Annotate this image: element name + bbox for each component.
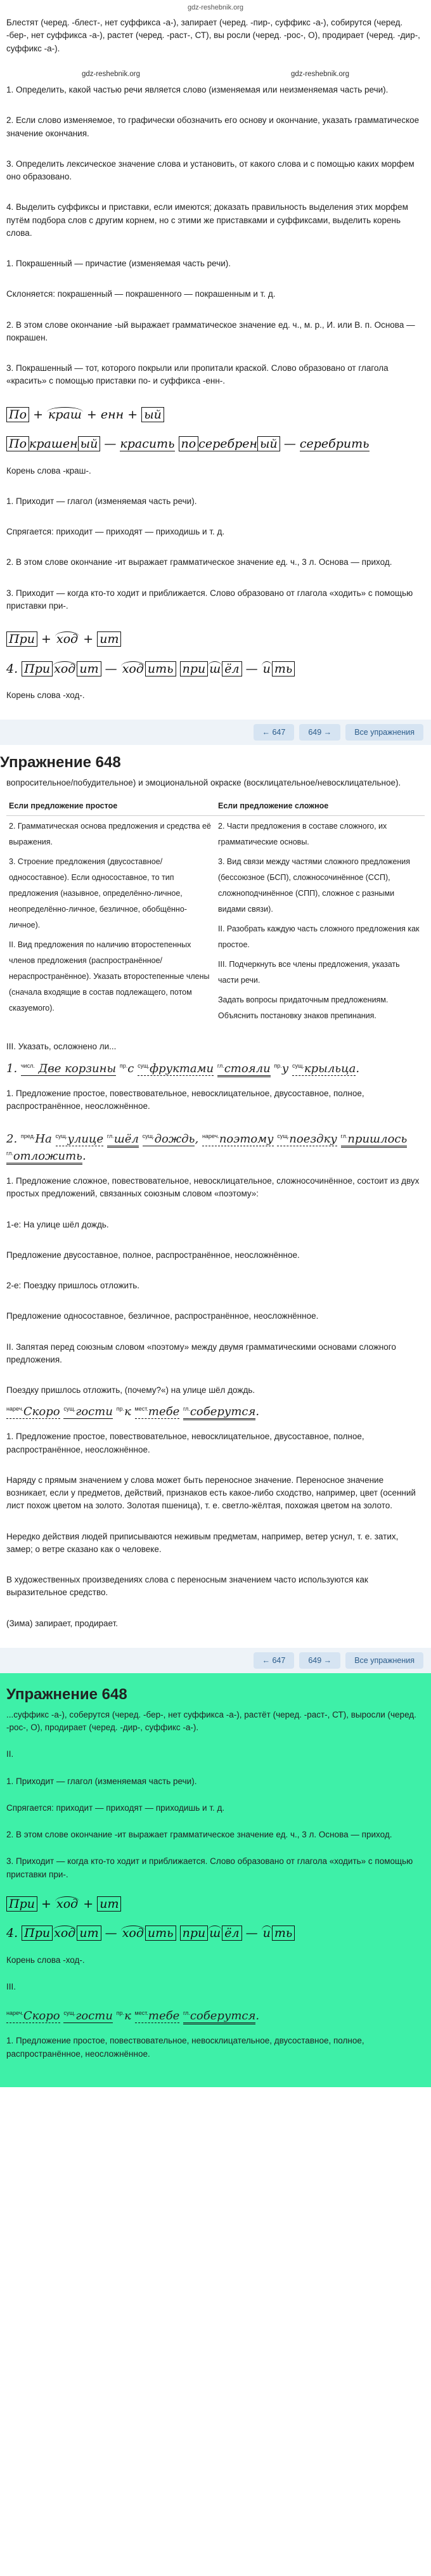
ending: ёл xyxy=(222,661,241,676)
word2-line: 1. Приходит — глагол (изменяемая часть речи). xyxy=(6,496,197,506)
pos-tag: нареч. xyxy=(6,1406,23,1413)
plus: + xyxy=(127,407,138,422)
sentence-2 xyxy=(6,1130,425,1165)
section-title: Упражнение 648 xyxy=(0,754,121,772)
root: и xyxy=(262,1926,271,1941)
part3-line: Спрягается: приходит — приходят — приходишь и т. д. xyxy=(6,1803,225,1813)
punct: . xyxy=(356,1061,360,1075)
stem: крашен xyxy=(29,437,78,451)
pos-tag: сущ. xyxy=(138,1062,150,1069)
word: серебрить xyxy=(299,437,370,451)
word: отложить xyxy=(13,1149,82,1163)
word: фруктами xyxy=(150,1061,214,1075)
col-complex xyxy=(216,816,425,1031)
plus: + xyxy=(83,1896,94,1911)
prefix: По xyxy=(6,436,29,451)
prev-exercise-button[interactable]: ← 647 xyxy=(254,724,295,741)
s3-analysis: Наряду с прямым значением у слова может быть переносное значение. Переносное значение возникает, если у предметов, действий, признаков есть какое-либо сходство, например, цвет (осенний лист похож цветом на золото. Золотая пшеница), т. е. светло-жёлтая, похожая цветом на золото. xyxy=(6,1475,416,1511)
number: 2. xyxy=(6,1132,18,1146)
word1-line: 1. Покрашенный — причастие (изменяемая часть речи). xyxy=(6,259,231,268)
root: ход xyxy=(122,661,144,676)
pos-tag: сущ. xyxy=(142,1133,155,1139)
ending: ит xyxy=(97,631,121,647)
root: ход xyxy=(56,1896,79,1911)
dash: — xyxy=(105,661,117,676)
prefix: При xyxy=(6,631,37,647)
plus: + xyxy=(41,632,51,646)
next-exercise-button[interactable]: 649 → xyxy=(299,724,340,741)
cell-text: II. Разобрать каждую часть сложного предложения как простое. xyxy=(218,924,420,950)
cell-text: III. Подчеркнуть все члены предложения, указать части речи. xyxy=(218,960,400,985)
part3-line: 2. В этом слове окончание -ит выражает грамматическое значение ед. ч., 3 л. Основа — приход. xyxy=(6,1830,392,1839)
s3-analysis: (Зима) запирает, продирает. xyxy=(6,1618,119,1628)
dash: — xyxy=(105,1926,117,1941)
morpheme-scheme-1 xyxy=(6,406,425,424)
watermark: gdz-reshebnik.org xyxy=(290,70,350,78)
pos-tag: мест. xyxy=(134,1406,148,1413)
exercise-nav-2 xyxy=(0,1648,431,1673)
cell-text: 2. Грамматическая основа предложения и средства её выражения. xyxy=(9,822,211,847)
col-simple xyxy=(6,816,216,1031)
word: к xyxy=(124,2009,131,2023)
pos-tag: пр. xyxy=(116,2010,125,2017)
ending: ить xyxy=(145,1926,176,1941)
morpheme-scheme-2 xyxy=(6,435,425,453)
pos-tag: гл. xyxy=(6,1150,13,1156)
s3-analysis: 1. Предложение простое, повествовательное, невосклицательное, двусоставное, полное, распространённое, неосложнённое. xyxy=(6,1432,364,1454)
word: гости xyxy=(75,2009,113,2023)
word: улице xyxy=(67,1132,104,1146)
word1-line: Склоняется: покрашенный — покрашенного — покрашенным и т. д. xyxy=(6,289,276,299)
word: поездку xyxy=(289,1132,337,1146)
intro-text: Блестят (черед. -блест-, нет суффикса -а-), запирает (черед. -пир-, суффикс -а-), собирутся (черед. -бер-, нет суффикса -а-), растет (черед. -раст-, СТ), вы росли (черед. -рос-, О), продирает (черед. -дир-, суффикс -а-). xyxy=(6,18,420,53)
final-analysis: 1. Предложение простое, повествовательное, невосклицательное, двусоставное, полное, распространённое, неосложнённое. xyxy=(6,2036,364,2059)
s2-analysis: Поездку пришлось отложить, (почему?«) на улице шёл дождь. xyxy=(6,1385,255,1395)
punct: . xyxy=(255,1405,260,1419)
pos-tag: гл. xyxy=(183,1406,190,1413)
pos-tag: сущ. xyxy=(292,1062,304,1069)
prefix: По xyxy=(6,407,29,422)
word: крыльца xyxy=(304,1061,356,1075)
highlighted-section xyxy=(0,1673,431,2087)
root: и xyxy=(262,661,271,676)
pos-tag: пр. xyxy=(116,1406,125,1413)
comparison-table xyxy=(6,796,425,1031)
word: к xyxy=(124,1405,131,1419)
pos-tag: мест. xyxy=(134,2010,148,2017)
ending: ит xyxy=(77,661,101,676)
section-title: Упражнение 648 xyxy=(6,1685,127,1703)
part3-line: II. xyxy=(6,1749,14,1759)
word: шёл xyxy=(113,1132,139,1146)
word: тебе xyxy=(148,2009,180,2023)
sentence-1 xyxy=(6,1060,425,1077)
next-exercise-button[interactable]: 649 → xyxy=(299,1652,340,1669)
ending: ый xyxy=(257,436,280,451)
pos-tag: сущ. xyxy=(277,1133,290,1139)
s2-analysis: 1. Предложение сложное, повествовательное, невосклицательное, сложносочинённое, состоит из двух простых предложений, связанных союзным словом «поэтому»: xyxy=(6,1176,420,1199)
word: с xyxy=(127,1061,134,1075)
ending: ить xyxy=(145,661,176,676)
col-head-simple: Если предложение простое xyxy=(6,796,216,816)
root: краш xyxy=(48,407,82,422)
part3-line: 1. Приходит — глагол (изменяемая часть речи). xyxy=(6,1776,197,1786)
ending: ый xyxy=(141,407,164,422)
roman-three: III. xyxy=(6,1982,16,1991)
task-2: 2. Если слово изменяемое, то графически обозначить его основу и окончание, указать грамматическое значение окончания. xyxy=(6,115,420,138)
root: ход xyxy=(54,1926,76,1941)
pos-tag: гл. xyxy=(340,1133,348,1139)
s3-analysis: В художественных произведениях слова с переносным значением часто используются как выразительное средство. xyxy=(6,1575,368,1598)
word1-line: 2. В этом слове окончание -ый выражает грамматическое значение ед. ч., м. р., И. или В. п. Основа — покрашен. xyxy=(6,320,415,342)
plus: + xyxy=(33,407,43,422)
ending: ит xyxy=(97,1896,121,1912)
word: тебе xyxy=(148,1405,180,1419)
dash: — xyxy=(104,437,117,451)
pos-tag: нареч. xyxy=(6,2010,23,2017)
plus: + xyxy=(86,407,97,422)
word: Скоро xyxy=(23,1405,60,1419)
s2-analysis: 2-е: Поездку пришлось отложить. xyxy=(6,1281,140,1290)
watermark: gdz-reshebnik.org xyxy=(81,70,141,78)
cell-text: Задать вопросы придаточным предложениям. Объяснить постановку знаков препинания. xyxy=(218,995,389,1021)
word: пришлось xyxy=(347,1132,408,1146)
plus: + xyxy=(41,1896,51,1911)
root: ш xyxy=(209,661,221,676)
root: ход xyxy=(54,661,76,676)
word: дождь xyxy=(154,1132,195,1146)
number: 1. xyxy=(6,1061,18,1075)
s2-analysis: Предложение двусоставное, полное, распространённое, неосложнённое. xyxy=(6,1250,300,1260)
prefix: при xyxy=(180,661,209,676)
word: поэтому xyxy=(219,1132,274,1146)
sentence-3 xyxy=(6,1403,425,1420)
part3-line: ...суффикс -а-), соберутся (черед. -бер-, нет суффикса -а-), растёт (черед. -раст-, СТ), выросли (черед. -рос-, О), продирает (черед. -дир-, суффикс -а-). xyxy=(6,1709,416,1732)
s2-analysis: Предложение односоставное, безличное, распространённое, неосложнённое. xyxy=(6,1311,319,1321)
pos-tag: гл. xyxy=(183,2010,190,2017)
word: соберутся xyxy=(190,2009,256,2023)
pos-tag: сущ. xyxy=(55,1133,68,1139)
pos-tag: числ. xyxy=(20,1062,35,1069)
word1-line: 3. Покрашенный — тот, которого покрыли или пропитали краской. Слово образовано от глагола «красить» с помощью приставки по- и суффикса -енн-. xyxy=(6,363,389,386)
s2-analysis: 1-е: На улице шёл дождь. xyxy=(6,1219,109,1229)
all-exercises-button[interactable]: Все упражнения xyxy=(345,724,423,741)
pos-tag: нареч. xyxy=(202,1133,219,1139)
root: ход xyxy=(122,1926,144,1941)
number: 4. xyxy=(6,1926,18,1941)
watermark-row xyxy=(6,69,425,80)
morpheme-scheme-4 xyxy=(6,660,425,678)
root-line: Корень слова -ход-. xyxy=(6,690,85,700)
cell-text: 2. Части предложения в составе сложного, их грамматические основы. xyxy=(218,822,387,847)
word: красить xyxy=(120,437,175,451)
s3-analysis: Нередко действия людей приписываются неживым предметам, например, ветер уснул, т. е. затих, замер; о ветре сказано как о человеке. xyxy=(6,1531,399,1554)
plus: + xyxy=(83,632,94,646)
exercise-nav-1 xyxy=(0,720,431,745)
task-1: 1. Определить, какой частью речи является слово (изменяемая или неизменяемая часть речи). xyxy=(6,85,389,94)
word: стояли xyxy=(224,1061,271,1075)
morpheme-scheme-6 xyxy=(6,1924,425,1943)
ending: ть xyxy=(272,661,295,676)
ending: ть xyxy=(272,1926,295,1941)
pos-tag: сущ. xyxy=(63,2010,76,2017)
word: Две корзины xyxy=(38,1061,117,1075)
punct: , xyxy=(195,1132,199,1146)
word2-line: Спрягается: приходит — приходят — приходишь и т. д. xyxy=(6,527,225,536)
task-4: 4. Выделить суффиксы и приставки, если имеются; доказать правильность выделения этих морфем путём подбора слов с другим корнем, но с этими же приставками и суффиксами, выделить корень слова. xyxy=(6,202,408,238)
s1-analysis: 1. Предложение простое, повествовательное, невосклицательное, двусоставное, полное, распространённое, неосложнённое. xyxy=(6,1088,364,1111)
suffix: енн xyxy=(100,407,124,422)
section-intro: вопросительное/побудительное) и эмоциональной окраске (восклицательное/невосклицательное). xyxy=(6,778,401,788)
dash: — xyxy=(283,437,296,451)
morpheme-scheme-5 xyxy=(6,1895,425,1913)
pos-tag: пред. xyxy=(20,1133,35,1139)
dash: — xyxy=(245,661,258,676)
root: ход xyxy=(56,632,79,646)
morpheme-scheme-3 xyxy=(6,630,425,649)
site-brand[interactable]: gdz-reshebnik.org xyxy=(187,4,244,11)
prefix: при xyxy=(180,1926,209,1941)
pos-tag: сущ. xyxy=(63,1406,76,1413)
s2-analysis: II. Запятая перед союзным словом «поэтому» между двумя грамматическими основами сложного предложения. xyxy=(6,1342,396,1364)
prev-exercise-button[interactable]: ← 647 xyxy=(254,1652,295,1669)
cell-text: 3. Строение предложения (двусоставное/односоставное). Если односоставное, то тип предложения (назывное, определённо-личное, неопределённо-личное, безличное, обобщённо-личное). xyxy=(9,857,187,930)
dash: — xyxy=(245,1926,258,1941)
word: соберутся xyxy=(190,1405,256,1419)
punct: . xyxy=(82,1149,86,1163)
root: ш xyxy=(209,1926,221,1941)
root-line: Корень слова -краш-. xyxy=(6,465,91,476)
prefix: При xyxy=(22,661,53,676)
word: Скоро xyxy=(23,2009,60,2023)
pos-tag: гл. xyxy=(106,1133,114,1139)
word: На xyxy=(35,1132,52,1146)
pos-tag: пр. xyxy=(119,1062,128,1069)
part3-line: 3. Приходит — когда кто-то ходит и приближается. Слово образовано от глагола «ходить» с помощью приставки при-. xyxy=(6,1856,413,1879)
pos-tag: пр. xyxy=(274,1062,282,1069)
sentence-3-repeat xyxy=(6,2007,425,2024)
punct: . xyxy=(255,2009,260,2023)
cell-text: II. Вид предложения по наличию второстепенных членов предложения (распространённое/нераспространённое). Указать второстепенные члены (сначала входящие в состав подлежащего, потом сказуемого). xyxy=(9,940,210,1013)
prefix: по xyxy=(179,436,199,451)
stem: серебрен xyxy=(198,437,258,451)
ending: ый xyxy=(78,436,101,451)
number: 4. xyxy=(6,661,18,676)
word: гости xyxy=(75,1405,113,1419)
all-exercises-button[interactable]: Все упражнения xyxy=(345,1652,423,1669)
root-line: Корень слова -ход-. xyxy=(6,1955,85,1965)
ending: ит xyxy=(77,1926,101,1941)
word2-line: 2. В этом слове окончание -ит выражает грамматическое значение ед. ч., 3 л. Основа — приход. xyxy=(6,557,392,567)
word: у xyxy=(281,1061,289,1075)
pos-tag: гл. xyxy=(217,1062,224,1069)
col-head-complex: Если предложение сложное xyxy=(216,796,425,816)
ending: ёл xyxy=(222,1926,241,1941)
prefix: При xyxy=(22,1926,53,1941)
word2-line: 3. Приходит — когда кто-то ходит и приближается. Слово образовано от глагола «ходить» с помощью приставки при-. xyxy=(6,588,413,611)
task-3: 3. Определить лексическое значение слова и установить, от какого слова и с помощью каких морфем оно образовано. xyxy=(6,159,415,181)
prefix: При xyxy=(6,1896,37,1912)
cell-text: 3. Вид связи между частями сложного предложения (бессоюзное (БСП), сложносочинённое (ССП), сложноподчинённое (СПП), сложное с разными видами связи). xyxy=(218,857,411,914)
task-3-text: III. Указать, осложнено ли... xyxy=(6,1042,117,1052)
